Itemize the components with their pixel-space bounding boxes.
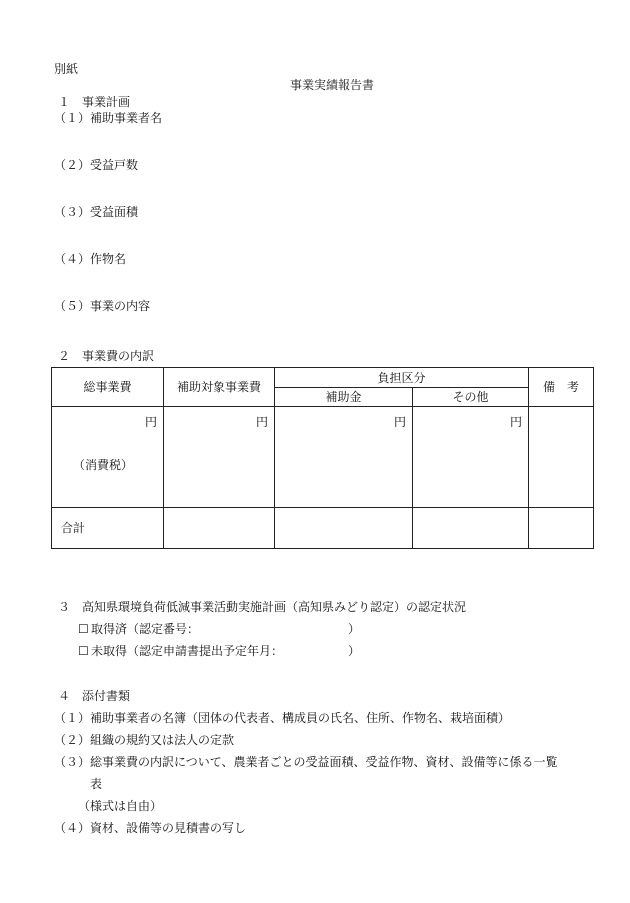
- header-other: その他: [413, 388, 529, 407]
- header-total-cost: 総事業費: [52, 368, 164, 407]
- attachment-item-1: （１）補助事業者の名簿（団体の代表者、構成員の氏名、住所、作物名、栽培面積）: [54, 711, 511, 725]
- section-1-item-4: （４）作物名: [54, 252, 127, 266]
- cell-subsidy: [275, 407, 413, 508]
- header-burden-division: 負担区分: [275, 368, 529, 388]
- total-row-label: 合計: [52, 508, 164, 549]
- acquired-label: 取得済（認定番号：: [91, 622, 200, 636]
- tax-note: （消費税）: [73, 458, 134, 472]
- total-subsidized: [164, 508, 275, 549]
- unit-yen: 円: [393, 415, 406, 429]
- section-3-heading: ３ 高知県環境負荷低減事業活動実施計画（高知県みどり認定）の認定状況: [58, 600, 467, 614]
- unit-yen: 円: [255, 415, 268, 429]
- attachment-item-3: （３）総事業費の内訳について、農業者ごとの受益面積、受益作物、資材、設備等に係る一覧: [54, 755, 558, 769]
- acquired-checkbox[interactable]: ☐: [78, 622, 89, 636]
- attachment-item-3-continued: 表: [90, 777, 103, 791]
- header-subsidy: 補助金: [275, 388, 413, 407]
- section-1-item-3: （３）受益面積: [54, 205, 139, 219]
- section-2-heading: ２ 事業費の内訳: [58, 349, 155, 363]
- attachment-item-3-note: （様式は自由）: [78, 799, 163, 813]
- section-1-item-5: （５）事業の内容: [54, 299, 151, 313]
- not-acquired-close: ）: [348, 644, 361, 658]
- cell-subsidized-cost: [164, 407, 275, 508]
- document-title: 事業実績報告書: [290, 78, 375, 92]
- not-acquired-label: 未取得（認定申請書提出予定年月：: [91, 644, 284, 658]
- attachment-label: 別紙: [54, 62, 79, 76]
- section-1-item-1: （１）補助事業者名: [54, 111, 163, 125]
- section-1-item-2: （２）受益戸数: [54, 158, 139, 172]
- header-remarks: 備 考: [529, 368, 594, 407]
- cost-breakdown-table: [51, 367, 594, 549]
- total-other: [413, 508, 529, 549]
- section-4-heading: ４ 添付書類: [58, 689, 131, 703]
- not-acquired-checkbox[interactable]: ☐: [78, 644, 89, 658]
- cell-total-cost: [52, 407, 164, 508]
- cell-remarks: [529, 407, 594, 508]
- unit-yen: 円: [144, 415, 157, 429]
- section-1-heading: １ 事業計画: [58, 95, 131, 109]
- unit-yen: 円: [510, 415, 523, 429]
- attachment-item-4: （４）資材、設備等の見積書の写し: [54, 821, 247, 835]
- acquired-close: ）: [348, 622, 361, 636]
- header-subsidized-cost: 補助対象事業費: [164, 368, 275, 407]
- total-subsidy: [275, 508, 413, 549]
- total-remarks: [529, 508, 594, 549]
- attachment-item-2: （２）組織の規約又は法人の定款: [54, 733, 235, 747]
- cell-other: [413, 407, 529, 508]
